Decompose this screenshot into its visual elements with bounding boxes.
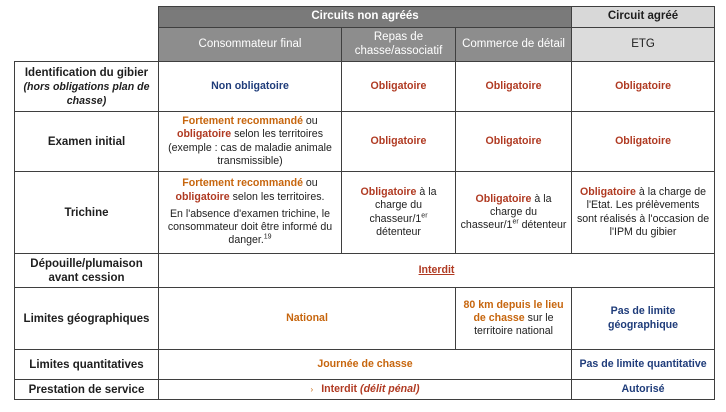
header-group-row — [15, 7, 715, 28]
depouille-interdit: Interdit — [418, 263, 455, 276]
identification-repas: Obligatoire — [342, 62, 456, 112]
examen-repas: Obligatoire — [342, 112, 456, 172]
header-commerce-detail: Commerce de détail — [456, 28, 572, 62]
limites-geo-80km: 80 km depuis le lieu de chasse — [463, 298, 564, 324]
examen-territoires: selon les territoires (exemple : cas de maladie animale transmissible) — [168, 128, 332, 167]
identification-etg: Obligatoire — [572, 62, 715, 112]
examen-commerce: Obligatoire — [456, 112, 572, 172]
trichine-obligatoire: obligatoire — [175, 190, 230, 203]
trichine-territoires: selon les territoires. — [229, 190, 325, 203]
limites-geo-etg: Pas de limite géographique — [572, 288, 715, 350]
row-label-depouille: Dépouille/plumaison avant cession — [15, 254, 159, 288]
prestation-interdit: Interdit — [321, 382, 358, 395]
trichine-ou: ou — [302, 177, 318, 190]
examen-recommande: Fortement recommandé — [182, 115, 303, 128]
prestation-delit: (délit pénal) — [360, 382, 420, 395]
row-depouille — [15, 254, 715, 288]
examen-etg: Obligatoire — [572, 112, 715, 172]
examen-consommateur — [159, 112, 342, 172]
row-label-examen: Examen initial — [15, 112, 159, 172]
identification-label-note: (hors obligations plan de chasse) — [23, 80, 150, 107]
trichine-absence-text: En l'absence d'examen trichine, le consommateur doit être informé du danger. — [167, 207, 333, 247]
header-columns-row — [15, 28, 715, 62]
limites-geo-national: National — [159, 288, 456, 350]
comparison-table-container — [14, 6, 715, 400]
header-group-non-agrees: Circuits non agréés — [159, 7, 572, 28]
trichine-commerce-charge: à la charge du chasseur/1 — [460, 192, 552, 232]
trichine-consommateur-para2 — [163, 208, 337, 248]
identification-commerce: Obligatoire — [456, 62, 572, 112]
circuits-comparison-table — [14, 6, 715, 400]
trichine-consommateur — [159, 172, 342, 254]
trichine-etg — [572, 172, 715, 254]
header-repas-chasse: Repas de chasse/associatif — [342, 28, 456, 62]
examen-ou: ou — [302, 115, 318, 128]
trichine-etg-charge: à la charge de l'Etat. Les prélèvements sont réalisés à l'occasion de l'IPM du gibier — [576, 186, 710, 238]
trichine-consommateur-para1 — [163, 177, 337, 203]
prestation-etg: Autorisé — [572, 380, 715, 400]
header-etg: ETG — [572, 28, 715, 62]
identification-consommateur: Non obligatoire — [159, 62, 342, 112]
trichine-etg-obligatoire: Obligatoire — [580, 186, 636, 199]
row-label-limites-quant: Limites quantitatives — [15, 350, 159, 380]
trichine-recommande: Fortement recommandé — [182, 177, 303, 190]
trichine-repas-charge: à la charge du chasseur/1 — [369, 186, 437, 225]
trichine-footnote-ref: 19 — [263, 233, 272, 241]
row-label-trichine: Trichine — [15, 172, 159, 254]
row-limites-quantitatives — [15, 350, 715, 380]
header-blank-cell — [15, 7, 159, 28]
trichine-commerce-obligatoire: Obligatoire — [475, 192, 532, 205]
trichine-repas — [342, 172, 456, 254]
row-trichine — [15, 172, 715, 254]
header-consommateur-final: Consommateur final — [159, 28, 342, 62]
trichine-commerce-sup: er — [512, 218, 519, 226]
header-group-agree: Circuit agréé — [572, 7, 715, 28]
row-label-identification — [15, 62, 159, 112]
limites-geo-commerce — [456, 288, 572, 350]
row-identification — [15, 62, 715, 112]
prestation-arrow: › — [310, 384, 314, 394]
trichine-repas-obligatoire: Obligatoire — [360, 186, 417, 199]
limites-quant-journee: Journée de chasse — [159, 350, 572, 380]
trichine-commerce — [456, 172, 572, 254]
row-label-prestation: Prestation de service — [15, 380, 159, 400]
row-examen-initial — [15, 112, 715, 172]
trichine-commerce-detenteur: détenteur — [518, 219, 567, 232]
limites-geo-territoire: sur le territoire national — [474, 311, 554, 338]
trichine-repas-detenteur: détenteur — [376, 225, 421, 238]
limites-quant-etg: Pas de limite quantitative — [572, 350, 715, 380]
prestation-non-agree — [159, 380, 572, 400]
row-limites-geographiques — [15, 288, 715, 350]
depouille-value-cell — [159, 254, 715, 288]
examen-obligatoire: obligatoire — [176, 128, 232, 141]
identification-label: Identification du gibier — [24, 66, 149, 79]
row-label-limites-geo: Limites géographiques — [15, 288, 159, 350]
row-prestation-service — [15, 380, 715, 400]
trichine-repas-sup: er — [421, 211, 428, 219]
header-blank-cell-2 — [15, 28, 159, 62]
